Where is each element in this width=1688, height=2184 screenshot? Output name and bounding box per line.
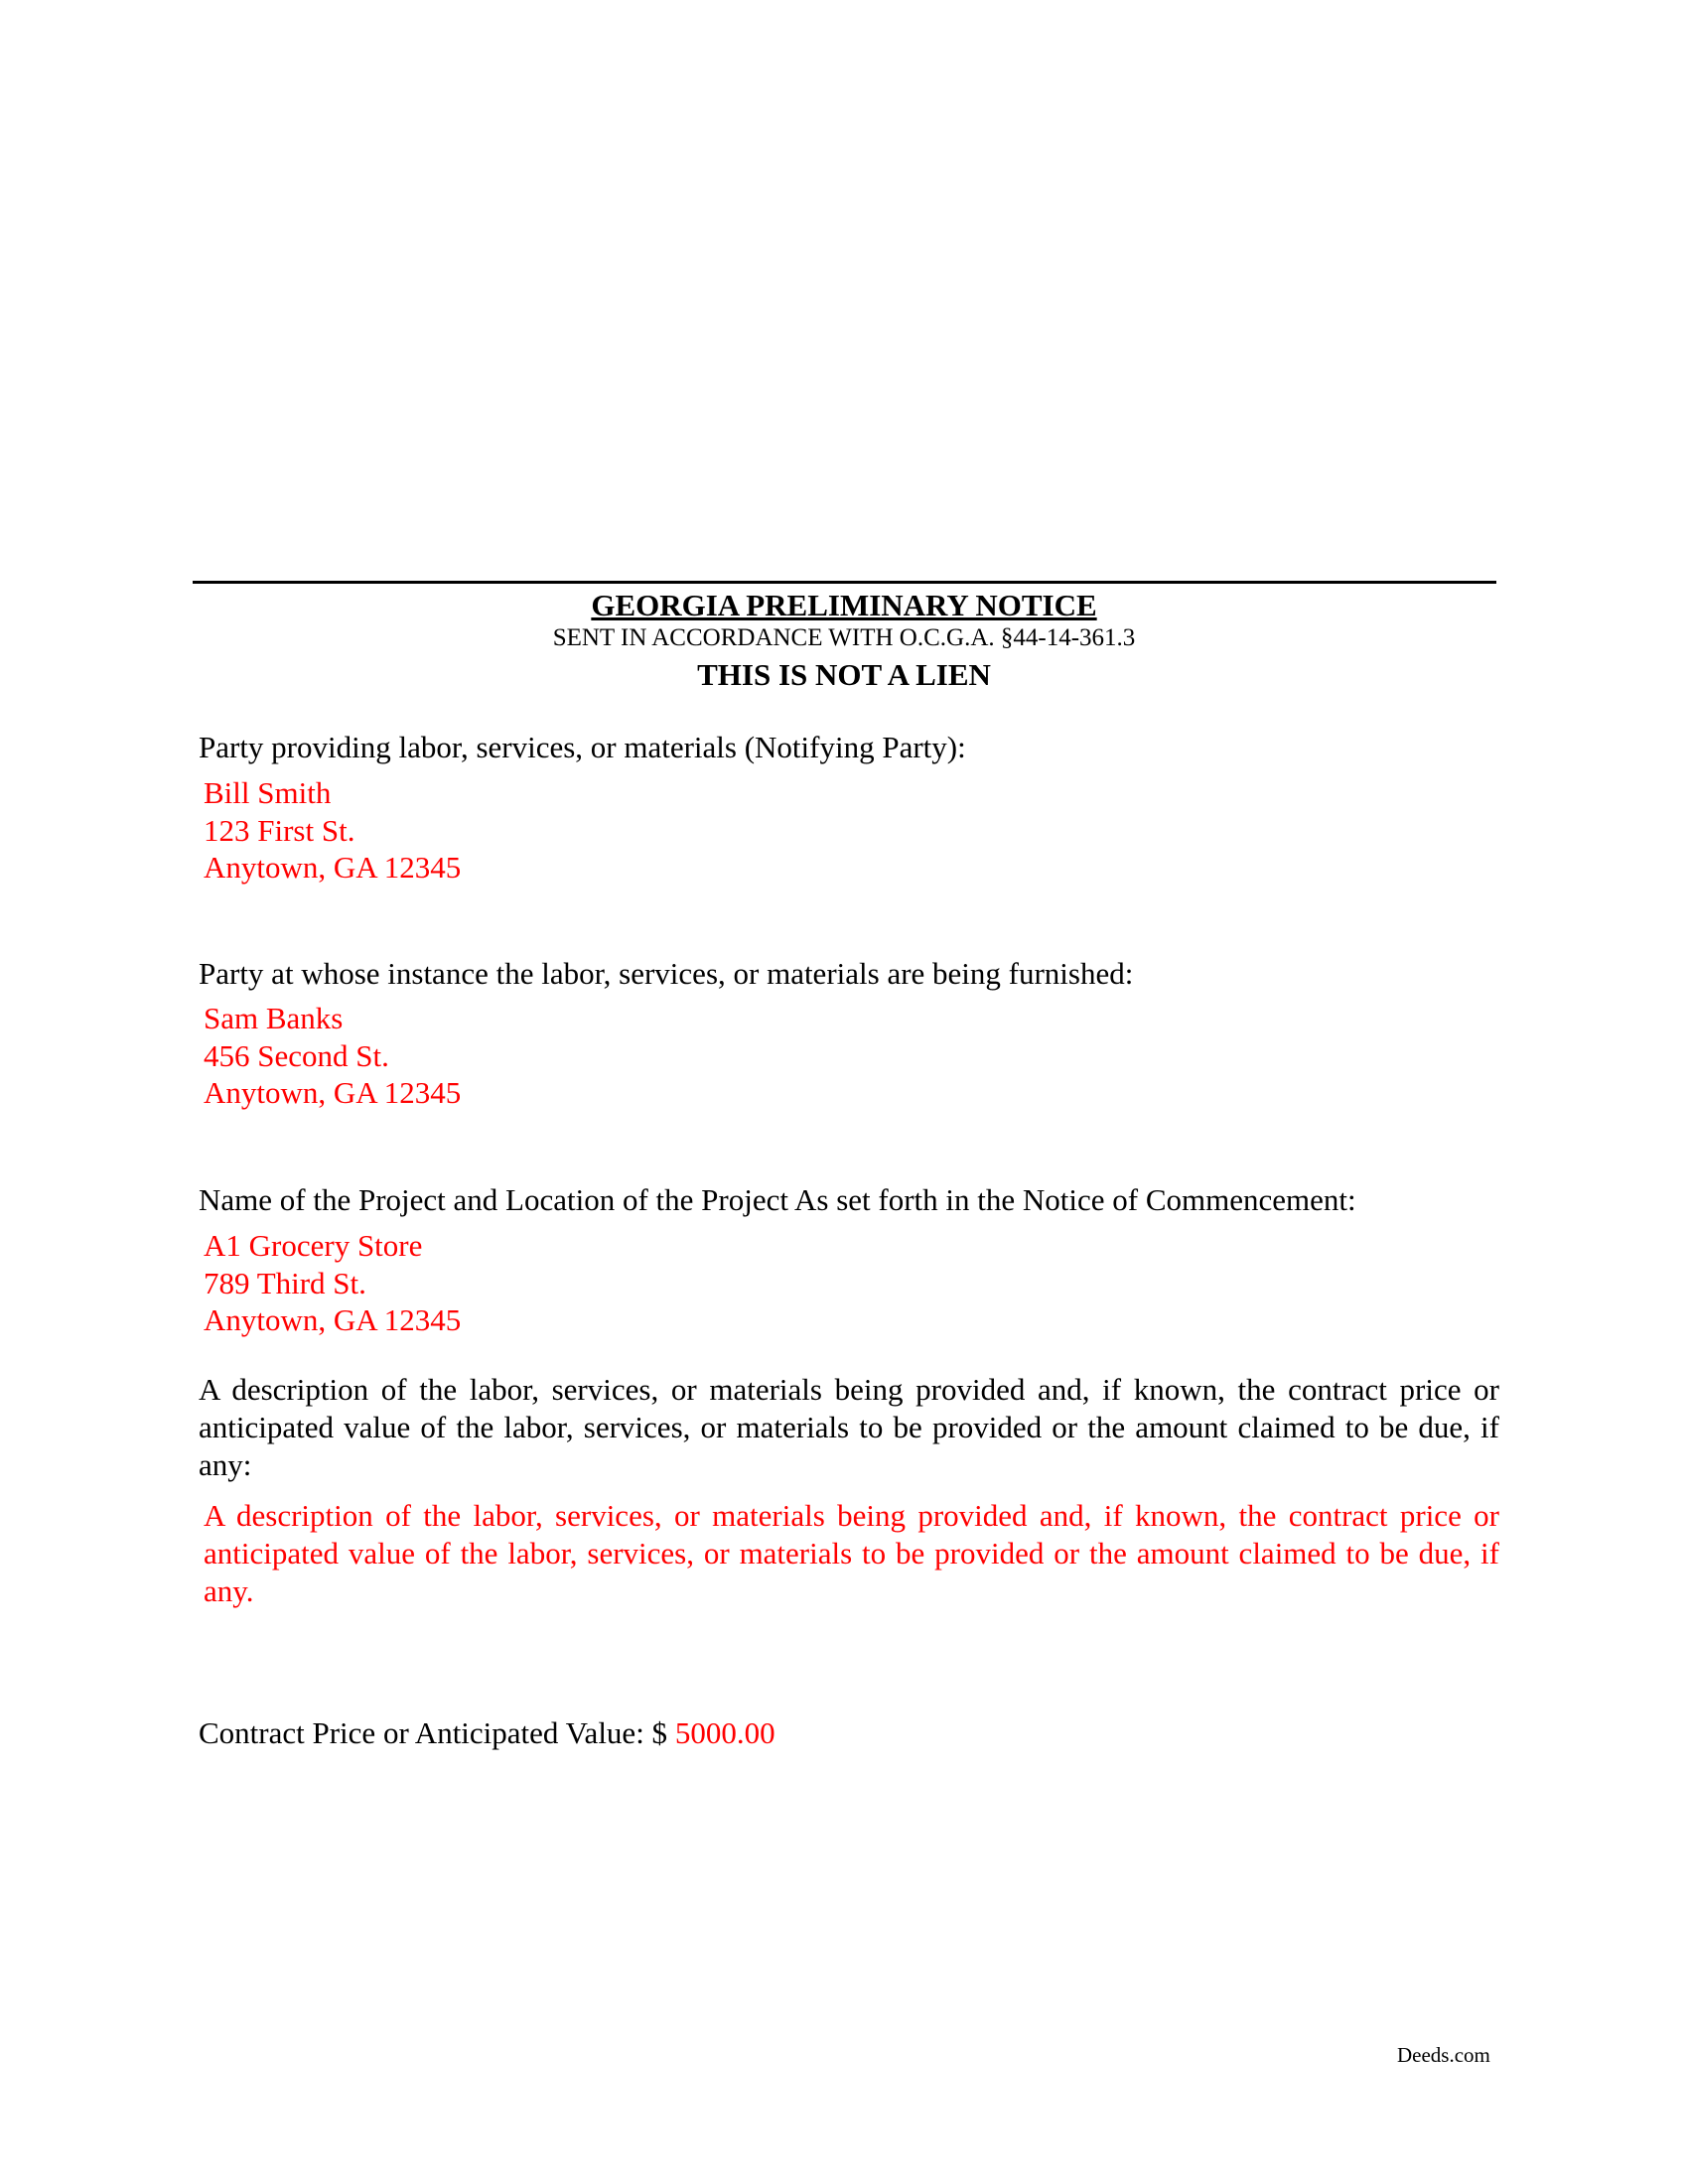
instance-party-label: Party at whose instance the labor, services, or materials are being furnished:: [199, 956, 1134, 991]
statute-reference: SENT IN ACCORDANCE WITH O.C.G.A. §44-14-361.3: [552, 624, 1136, 651]
project-label: Name of the Project and Location of the Project As set forth in the Notice of Commencement:: [199, 1182, 1356, 1217]
description-value: A description of the labor, services, or materials being provided and, if known, the contract price or anticipated value of the labor, services, or materials to be provided or the amount claimed to be due, if any.: [204, 1498, 1499, 1608]
project-city: Anytown, GA 12345: [204, 1302, 462, 1337]
instance-party-name: Sam Banks: [204, 1001, 344, 1035]
contract-price-label: Contract Price or Anticipated Value: $: [199, 1715, 668, 1750]
footer-brand: Deeds.com: [1397, 2043, 1490, 2067]
notifying-party-label: Party providing labor, services, or materials (Notifying Party):: [199, 730, 966, 764]
description-label: A description of the labor, services, or materials being provided and, if known, the contract price or anticipated value of the labor, services, or materials to be provided or the amount claimed to be due, if any:: [199, 1372, 1499, 1482]
instance-party-street: 456 Second St.: [204, 1037, 389, 1073]
instance-party-address: [204, 1000, 1494, 1112]
contract-price-line: [199, 1714, 1499, 1752]
notifying-party-city: Anytown, GA 12345: [204, 850, 462, 885]
project-address: [204, 1227, 1494, 1339]
instance-party-city: Anytown, GA 12345: [204, 1075, 462, 1110]
notifying-party-name: Bill Smith: [204, 775, 332, 810]
document-title: GEORGIA PRELIMINARY NOTICE: [591, 588, 1097, 622]
project-street: 789 Third St.: [204, 1265, 366, 1300]
not-a-lien-notice: THIS IS NOT A LIEN: [697, 657, 991, 692]
notifying-party-street: 123 First St.: [204, 812, 355, 848]
notifying-party-address: [204, 774, 1494, 887]
contract-price-value: 5000.00: [674, 1715, 775, 1750]
header-rule: [193, 581, 1496, 584]
project-name: A1 Grocery Store: [204, 1228, 423, 1263]
